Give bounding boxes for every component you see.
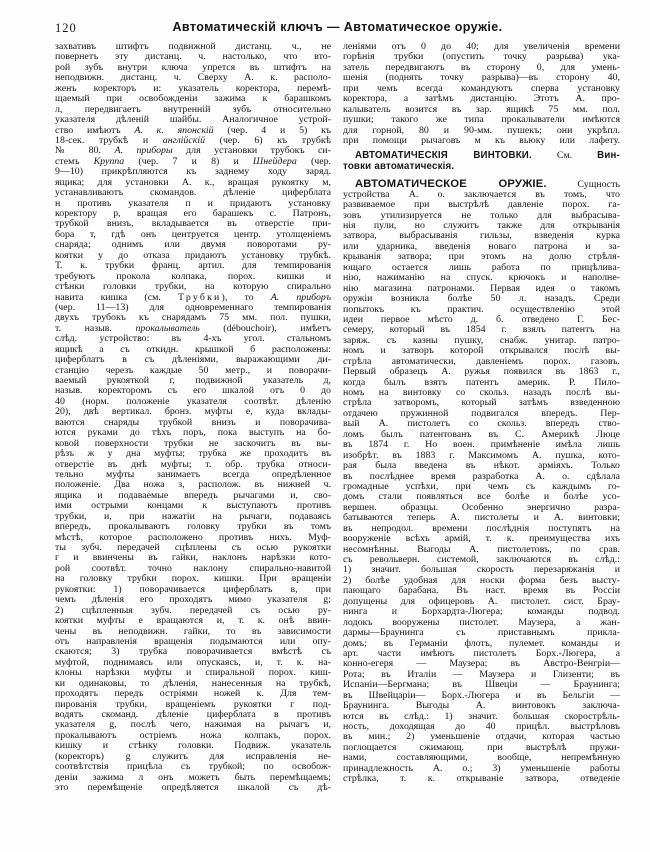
text-segment: вершен. образцы. Особенно энергично разра- — [343, 501, 620, 513]
text-segment: или ударника, введенія новаго патрона и за- — [343, 240, 620, 252]
text-line — [343, 774, 620, 784]
text-segment: коятки у до отказа придаютъ установку трубкѣ. — [55, 249, 331, 261]
text-segment: для установки трубокъ си- — [172, 145, 331, 157]
text-segment: бора т, гдѣ онъ центруется центр. утолщеніемъ — [55, 228, 331, 240]
text-segment: скаются; 3) трубка поворачивается вмѣстѣ съ — [55, 646, 331, 658]
text-segment: Сущность — [546, 179, 620, 191]
text-segment: рой зубъ внутри ключа упрется въ штифтъ на — [55, 61, 331, 73]
text-segment: затель передвигаютъ въ сторону 0, для умень- — [343, 61, 620, 73]
text-segment: (коректоръ) g служитъ для исправленія не- — [55, 750, 331, 762]
text-segment: 1) значит. большая скорость перезаряжанія и — [343, 564, 620, 576]
text-segment: вый А. пистолетъ со скольз. впередъ ство- — [343, 418, 620, 430]
text-segment: впередъ, прокалываютъ головку трубки въ томъ — [55, 521, 331, 533]
text-segment: въ послѣднее время разработка А. о. сдѣлала — [343, 470, 620, 482]
text-segment: чены въ неподвижн. гайки, то въ зависимости — [55, 625, 331, 637]
text-segment: въ 1874 г. Но воен. примѣненіе имѣла лишь — [343, 439, 620, 451]
text-segment: горѣнія трубки (опустить точку разрыва) ука- — [343, 51, 620, 63]
text-segment: (débouchoir), имѣетъ — [199, 322, 331, 334]
text-segment: калыватель возится въ зар. ящикѣ 75 мм. пол. — [343, 103, 620, 115]
text-segment: отъ направленія вращенія подымаются или опу- — [55, 635, 331, 647]
page-number: 120 — [55, 21, 77, 35]
text-segment: стемъ — [55, 155, 94, 167]
text-segment: Трубки — [177, 291, 222, 303]
text-segment: устройства А. о. заключается въ томъ, что — [343, 188, 620, 200]
text-segment: домъ стали появляться все болѣе и болѣе усо- — [343, 491, 620, 503]
text-segment: когда былъ взятъ патентъ америк. Р. Пило- — [343, 376, 620, 388]
text-segment: съ револьверн. системой, заключаются въ слѣд.: — [343, 554, 620, 565]
text-segment: ющаго остается лишь работа по прицѣлива- — [343, 261, 620, 273]
text-segment: домъ; въ Германіи флотъ, пулемет. команды и — [343, 637, 620, 649]
text-segment: стрѣлка, т. к. открываніе затвора, отведеніе — [343, 773, 620, 785]
running-title: Автоматическій ключъ — Автоматическое оружіе. — [172, 20, 503, 34]
text-segment: нію, нажиманію на спуск. крючокъ и наполне- — [343, 272, 620, 284]
text-segment: при чемъ всегда командуютъ сперва установку — [343, 82, 620, 94]
headword: АВТОМАТИЧЕСКОЕ ОРУЖІЕ. — [355, 178, 547, 191]
text-segment: Шнейдера — [252, 155, 297, 167]
text-segment: н противъ указателя п и придаютъ установку — [55, 197, 331, 209]
text-segment: захвативъ штифтъ подвижной дистанц. ч., не — [55, 41, 331, 52]
text-segment: нами, составляющими, вообще, непремѣнную — [343, 752, 620, 764]
text-segment: ются руками до тѣхъ поръ, пока выступъ на бо- — [55, 427, 331, 439]
text-segment: ются въ слѣд.: 1) значит. большая скорострѣль- — [343, 710, 620, 722]
text-segment: при помощи рычаговъ м къ вьюку или лафету. — [343, 134, 620, 146]
text-segment: циферблатъ в съ дѣленіями, выражающими ди- — [55, 354, 331, 366]
headword: Вин- — [597, 150, 620, 162]
text-segment: устанавливаютъ скомандов. дѣленіе циферблата — [55, 187, 331, 199]
text-segment: для горной, 80 и 90-мм. пушекъ; они укрѣпл. — [343, 124, 620, 136]
text-segment: (чер. 4 и 5) къ — [213, 124, 331, 136]
text-segment: нія пули, но служитъ также для открыванія — [343, 220, 620, 231]
text-segment: конно-егеря — Маузера; въ Австро-Венгріи— — [343, 658, 620, 670]
text-segment: развиваемое при выстрѣлѣ давленіе порох. га- — [343, 199, 620, 211]
text-segment: трубки, и, при нажатіи на рычаги, подаваясь — [55, 510, 331, 522]
text-segment: прокалыватель — [135, 322, 200, 334]
text-segment: двухъ трубокъ къ снарядамъ 75 мм. пол. пушки, — [55, 312, 331, 324]
text-segment: См. — [531, 150, 598, 162]
text-segment: стрѣла затворомъ, который затѣмъ взведенною — [343, 397, 620, 409]
text-segment: (чер. 7 и 8) и — [124, 155, 253, 167]
text-segment: ковой поверхности трубки не заскочитъ въ вы- — [55, 437, 331, 449]
text-segment: прокалываютъ остріемъ ножа колпакъ, порох. — [55, 729, 331, 741]
text-segment: допущены для офицеровъ А. пистолет. сист. Брау- — [343, 595, 620, 607]
text-segment: назыв. коректоромъ съ его шкалой отъ 0 до — [55, 385, 331, 397]
text-segment: принадлежность А. о.; 3) уменьшеніе работы — [343, 762, 620, 774]
text-segment: А. приборъ — [270, 291, 331, 303]
text-line — [55, 783, 331, 793]
text-segment: (чер. 6) къ трубкѣ — [205, 134, 332, 146]
text-segment: муфтой, поднимаясь или опускаясь, и, т. к. на- — [55, 656, 331, 668]
left-text-column — [55, 42, 331, 794]
text-line — [343, 136, 620, 146]
text-segment: мѣстѣ, которое расположено противъ нихъ. Муф- — [55, 531, 331, 543]
text-segment: шенія (поднять точку разрыва)—въ сторону 40, — [343, 72, 620, 84]
text-segment: попытокъ къ практич. осуществленію этой — [343, 303, 620, 315]
text-segment: указателя дѣленій шайбы. Аналогичное устрой- — [55, 114, 331, 126]
text-segment: оружіи возникла болѣе 50 л. назадъ. Среди — [343, 293, 620, 305]
text-segment: лодокъ вооружены пистолет. Маузера, а жан- — [343, 616, 620, 628]
text-segment: указателя g, послѣ чего, нажимая на рычагъ и, — [55, 719, 331, 731]
text-segment: ты зубч. передачей сцѣплены съ осью рукоятки — [55, 542, 331, 553]
text-segment: Т. к. трубки франц. артил. для темпированія — [55, 260, 331, 272]
text-segment: громадные успѣхи, при чемъ съ каждымъ го- — [343, 480, 620, 492]
text-segment: неподвижн. дистанц. ч. Сверху А. к. располо- — [55, 72, 331, 84]
text-segment: ность, доходящая до 40 прицѣл. выстрѣловъ — [343, 721, 620, 732]
text-segment: коректора, а затѣмъ дистанцію. Этотъ А. про- — [343, 93, 620, 105]
text-segment: изобрѣт. въ 1883 г. Максимомъ А. пушка, кото- — [343, 449, 620, 461]
text-segment: проходятъ передъ остріями ножей к. Для тем- — [55, 688, 331, 700]
text-segment: (чер. 11—13) для одновременнаго темпированія — [55, 301, 331, 313]
text-segment: леніями отъ 0 до 40; для увеличенія времени — [343, 41, 620, 52]
text-segment: 2) сцѣпленныя зубч. передачей съ осью ру- — [55, 604, 331, 616]
text-segment: рукоятки: 1) поворачивается циферблатъ в, при — [55, 583, 331, 595]
text-segment: ими острыми концами к выступаютъ противъ — [55, 500, 331, 512]
text-segment: ящика и подаваемые впередъ рычагами и, сво- — [55, 489, 331, 501]
text-segment: водятъ скоманд. дѣленіе циферблата в противъ — [55, 709, 331, 720]
text-segment: нію магазина патронами. Первая идея о такомъ — [343, 282, 620, 294]
text-segment: вооруженіе всѣхъ армій, т. к. преимущества ихъ — [343, 533, 620, 545]
text-segment: Испаніи—Бергмана; въ Швеціи — Браунинга; — [343, 679, 620, 691]
text-segment: пированія трубки, вращеніемъ рукоятки г под- — [55, 698, 331, 710]
text-segment: въ мин.; 2) уменьшеніе отдачи, которая частью — [343, 731, 620, 743]
text-segment: навита кишка (см. — [55, 291, 178, 303]
text-segment: это перемѣщеніе опредѣляется шкалой съ дѣ- — [55, 782, 331, 794]
text-segment: семеру, который въ 1854 г. взялъ патентъ на — [343, 324, 620, 336]
text-segment: т. назыв. — [55, 322, 136, 334]
text-segment: стрѣла автоматически, давленіемъ порох. газовъ. — [343, 355, 620, 367]
text-segment: идеи первое мѣсто д. б. отведено Г. Бес- — [343, 313, 620, 325]
text-line — [343, 162, 620, 172]
text-segment: щаемый при освобожденіи зажима к барашкомъ — [55, 93, 331, 105]
text-segment: номъ на винтовку со скольз. назадъ послѣ вы- — [343, 387, 620, 398]
text-segment: отдачею пружинной подвигался впередъ. Пер- — [343, 407, 620, 419]
text-segment: пающаго барабана. Въ наст. время въ Россіи — [343, 585, 620, 597]
text-segment: Браунинга. Выгоды А. винтовокъ заключа- — [343, 700, 620, 712]
text-segment: номъ и затворъ которой открывался послѣ вы- — [343, 345, 620, 357]
text-segment: положеніе. Два ножа з, располож. въ нижней ч. — [55, 479, 331, 491]
right-text-column — [343, 42, 620, 785]
text-segment: снаряда; однимъ или двумя поворотами ру- — [55, 239, 331, 251]
text-segment: рой соотвѣт. точно наклону спирально-навитой — [55, 562, 331, 574]
text-segment: коректору р, вращая его барашекъ с. Патронъ, — [55, 208, 331, 219]
text-segment: въ непродол. времени послѣднія поступятъ на — [343, 522, 620, 534]
text-segment: станцію черезъ каждые 50 метр., и поворачи- — [55, 364, 331, 376]
text-segment: Рота; въ Италіи — Маузера и Глизенти; въ — [343, 668, 620, 680]
text-segment: ство имѣютъ — [55, 124, 135, 136]
text-segment: несомнѣнны. Выгоды А. пистолетовъ, по срав. — [343, 543, 620, 555]
headword: АВТОМАТИЧЕСКІЯ ВИНТОВКИ. — [355, 150, 532, 162]
text-segment: ваемый рукояткой г, подвижной указатель д, — [55, 375, 331, 386]
text-segment: трубкой внизъ, вкладывается въ отверстіе при- — [55, 218, 331, 230]
text-segment: женъ коректоръ и: указатель коректора, перемѣ- — [55, 82, 331, 94]
text-segment: на головку трубки порох. кишки. При вращеніи — [55, 573, 331, 585]
text-segment: соотвѣтствія прицѣла съ трубкой; по освобож- — [55, 761, 331, 773]
text-segment: 20), двѣ вертикал. бронз. муфты е, куда вклады- — [55, 406, 331, 418]
text-segment: повернетъ эту дистанц. ч. настолько, что вто- — [55, 51, 331, 63]
text-segment: поглощается сжимающ. при выстрѣлѣ пружи- — [343, 741, 620, 753]
text-segment: англійскій — [162, 134, 206, 146]
page-header — [55, 20, 620, 36]
text-segment: коятки муфты е вращаются и, т. к. онѣ ввин- — [55, 615, 331, 627]
text-segment: ваются снаряды трубкой внизъ и поворачива- — [55, 416, 331, 428]
text-segment: л, передвигаетъ внутренній зубъ относительно — [55, 103, 331, 115]
text-segment: 40 (норм. положеніе указателя соотвѣт. дѣленію — [55, 395, 331, 407]
text-segment: клоны нарѣзки муфты и спиральной порох. киш- — [55, 667, 331, 679]
text-segment: кишку и стѣнку головки. Подвиж. указатель — [55, 740, 331, 752]
text-segment: г и ввинчены въ гайки, наклонъ нарѣзки кото- — [55, 552, 331, 564]
text-segment: Круппа — [93, 155, 125, 167]
text-segment: А. приборы — [114, 145, 173, 157]
text-segment: ), то — [221, 291, 271, 303]
text-segment: дармы—Браунинга съ приставнымъ прикла- — [343, 627, 620, 639]
text-segment: Первый образецъ А. ружья появился въ 1863 г., — [343, 366, 620, 378]
headword: товки автоматическія. — [343, 160, 455, 172]
text-segment: 2) болѣе удобная для носки форма безъ высту- — [343, 574, 620, 586]
text-segment: 18-сек. трубкѣ и — [55, 134, 163, 146]
text-segment: рая была введена въ нѣкот. арміяхъ. Только — [343, 460, 620, 472]
text-segment: тельно муфты занимаетъ всегда опредѣленное — [55, 468, 331, 480]
text-segment: (чер. — [296, 155, 332, 167]
text-segment: слѣд. устройство: въ 4-хъ угол. стальномъ — [55, 333, 331, 345]
text-segment: деніи зажима л онъ можетъ быть перемѣщаемъ; — [55, 771, 331, 783]
text-segment: А. к. японскій — [134, 124, 214, 136]
text-segment: зовъ утилизируется не только для выбрасыва- — [343, 209, 620, 221]
text-segment: ки одинаковы, то дѣленія, нанесенныя на трубкѣ, — [55, 677, 331, 689]
text-segment: арт. части имѣютъ пистолетъ Борх.-Люгера, а — [343, 647, 620, 659]
text-segment: чемъ дѣленія его проходятъ мимо указателя g; — [55, 594, 331, 606]
text-segment: отверстіе въ днѣ муфты; т. обр. трубка относи- — [55, 458, 331, 470]
text-segment: крыванія затвора; при этомъ на долю стрѣля- — [343, 251, 620, 263]
text-segment: № 80. — [55, 145, 115, 157]
text-segment: въ Швейцаріи— Борх.-Люгера и въ Бельгіи — — [343, 689, 620, 701]
text-segment: требуютъ прокола колпака, порох. кишки и — [55, 270, 331, 282]
text-segment: батываются теперь А. пистолеты и А. винтовки; — [343, 512, 620, 524]
text-segment: ящика; для установки А. к., вращая рукоятку м, — [55, 176, 331, 188]
text-segment: нинга и Борхардта-Люгера; команды подвод. — [343, 606, 620, 618]
text-segment: пушки; такого же типа прокалыватели имѣются — [343, 114, 620, 126]
text-segment: 9—10) прикрѣпляются къ заднему ходу заряд. — [55, 166, 331, 178]
text-segment: стѣнки головки трубки, на которую спирально — [55, 281, 331, 293]
text-segment: рѣзъ ж у дна муфты; трубка же проходитъ въ — [55, 448, 331, 460]
text-segment: заряж. съ казны пушку, снабж. унитар. патро- — [343, 334, 620, 346]
text-segment: ящикѣ а съ откидн. крышкой б расположены: — [55, 343, 331, 355]
text-segment: затвора, выбрасыванія гильзы, взведенія курка — [343, 230, 620, 242]
text-segment: ломъ былъ патентованъ въ С. Америкѣ Люце — [343, 428, 620, 440]
